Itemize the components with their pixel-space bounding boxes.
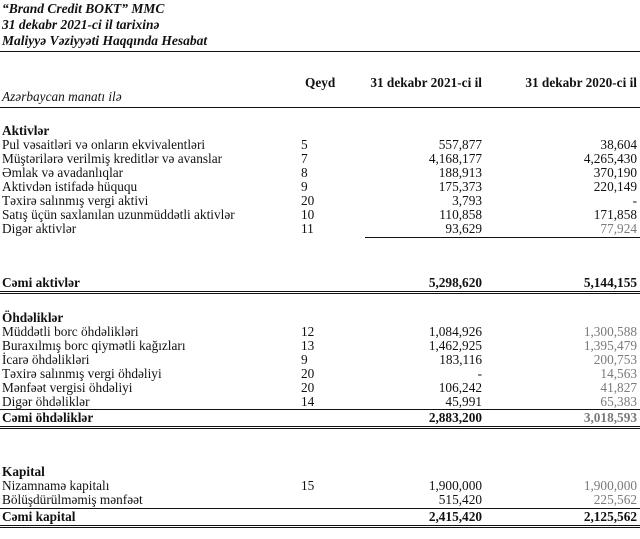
row-note: 20 xyxy=(301,380,315,395)
row-value-2020: 1,300,588 xyxy=(583,324,637,339)
section-heading-capital xyxy=(0,465,640,479)
total-label: Cəmi öhdəliklər xyxy=(2,410,94,425)
row-label: Pul vəsaitləri və onların ekvivalentləri xyxy=(2,137,206,152)
row-value-2020: 14,563 xyxy=(600,366,637,381)
row-value-2021: 188,913 xyxy=(438,165,482,180)
total-value-2021: 2,883,200 xyxy=(428,410,482,425)
total-value-2020: 5,144,155 xyxy=(583,275,637,290)
row-label: Buraxılmış borc qiymətli kağızları xyxy=(2,338,186,353)
section-heading-liabilities xyxy=(0,311,640,325)
row-label: Müştərilərə verilmiş kreditlər və avanslar xyxy=(2,151,223,166)
row-note: 20 xyxy=(301,193,315,208)
table-row xyxy=(0,339,640,353)
column-header-2020: 31 dekabr 2020-ci il xyxy=(525,75,637,90)
row-label: Bölüşdürülməmiş mənfəət xyxy=(2,492,143,507)
currency-note: Azərbaycan manatı ilə xyxy=(2,89,122,104)
table-row xyxy=(0,353,640,367)
report-date: 31 dekabr 2021-ci il tarixinə xyxy=(2,17,160,32)
row-label: Mənfəət vergisi öhdəliyi xyxy=(2,380,133,395)
total-divider-double xyxy=(0,527,640,528)
row-note: 10 xyxy=(301,207,315,222)
liabilities-heading: Öhdəliklər xyxy=(2,310,64,325)
row-note: 11 xyxy=(301,221,314,236)
row-value-2021: 175,373 xyxy=(438,179,482,194)
row-value-2021: 1,462,925 xyxy=(428,338,482,353)
row-value-2021: 106,242 xyxy=(438,380,482,395)
row-label: Satış üçün saxlanılan uzunmüddətli aktivlər xyxy=(2,207,235,222)
total-value-2021: 5,298,620 xyxy=(428,275,482,290)
row-note: 7 xyxy=(301,151,308,166)
row-label: Təxirə salınmış vergi aktivi xyxy=(2,193,149,208)
row-note: 9 xyxy=(301,179,308,194)
row-value-2021: 3,793 xyxy=(452,193,482,208)
row-note: 20 xyxy=(301,366,315,381)
row-note: 13 xyxy=(301,338,315,353)
row-note: 14 xyxy=(301,394,315,409)
table-row xyxy=(0,166,640,180)
row-value-2021: 93,629 xyxy=(445,221,482,236)
row-value-2021: 557,877 xyxy=(438,137,482,152)
total-value-2021: 2,415,420 xyxy=(428,509,482,524)
row-value-2020: 220,149 xyxy=(593,179,637,194)
row-value-2020: 1,900,000 xyxy=(583,478,637,493)
row-value-2021: 110,858 xyxy=(439,207,482,222)
row-label: Nizamnamə kapitalı xyxy=(2,478,110,493)
liabilities-total-row xyxy=(0,411,640,425)
note-column-header: Qeyd xyxy=(305,75,336,90)
column-header-divider xyxy=(0,107,640,108)
row-value-2021: 45,991 xyxy=(445,394,482,409)
row-label: İcarə öhdəlikləri xyxy=(2,352,90,367)
subtotal-divider xyxy=(365,237,640,238)
total-label: Cəmi kapital xyxy=(2,509,76,524)
column-header-2021: 31 dekabr 2021-ci il xyxy=(370,75,482,90)
report-title: Maliyyə Vəziyyəti Haqqında Hesabat xyxy=(2,33,208,48)
capital-heading: Kapital xyxy=(2,464,45,479)
table-row xyxy=(0,367,640,381)
table-row xyxy=(0,479,640,493)
row-label: Digər öhdəliklər xyxy=(2,394,90,409)
subtotal-divider xyxy=(0,508,640,509)
total-divider-double xyxy=(0,428,640,429)
total-divider xyxy=(0,426,640,427)
table-row xyxy=(0,152,640,166)
row-value-2021: 515,420 xyxy=(438,492,482,507)
row-value-2020: 200,753 xyxy=(593,352,637,367)
total-value-2020: 3,018,593 xyxy=(583,410,637,425)
row-value-2020: 38,604 xyxy=(600,137,637,152)
table-row xyxy=(0,222,640,236)
total-value-2020: 2,125,562 xyxy=(583,509,637,524)
currency-note-row xyxy=(0,90,640,104)
subtotal-divider xyxy=(0,409,640,410)
row-value-2021: 4,168,177 xyxy=(428,151,482,166)
row-value-2020: 1,395,479 xyxy=(583,338,637,353)
table-row xyxy=(0,180,640,194)
row-value-2021: - xyxy=(477,366,482,381)
row-label: Əmlak və avadanlıqlar xyxy=(2,165,124,180)
table-row xyxy=(0,395,640,409)
row-value-2021: 1,900,000 xyxy=(428,478,482,493)
total-label: Cəmi aktivlər xyxy=(2,275,80,290)
table-row xyxy=(0,381,640,395)
row-value-2020: 171,858 xyxy=(593,207,637,222)
total-divider xyxy=(0,291,640,292)
assets-heading: Aktivlər xyxy=(2,123,50,138)
header-divider xyxy=(0,51,640,52)
section-heading-assets xyxy=(0,124,640,138)
row-value-2020: 225,562 xyxy=(593,492,637,507)
table-row xyxy=(0,493,640,507)
row-note: 15 xyxy=(301,478,315,493)
table-row xyxy=(0,138,640,152)
row-label: Müddətli borc öhdəlikləri xyxy=(2,324,139,339)
capital-total-row xyxy=(0,510,640,524)
table-row xyxy=(0,208,640,222)
row-value-2020: - xyxy=(632,193,637,208)
assets-total-row xyxy=(0,276,640,290)
row-note: 12 xyxy=(301,324,315,339)
row-label: Təxirə salınmış vergi öhdəliyi xyxy=(2,366,162,381)
table-row xyxy=(0,325,640,339)
row-note: 8 xyxy=(301,165,308,180)
row-value-2020: 370,190 xyxy=(593,165,637,180)
row-value-2020: 4,265,430 xyxy=(583,151,637,166)
total-divider-double xyxy=(0,293,640,294)
row-label: Aktivdən istifadə hüququ xyxy=(2,179,138,194)
row-note: 5 xyxy=(301,137,308,152)
row-value-2021: 1,084,926 xyxy=(428,324,482,339)
table-row xyxy=(0,194,640,208)
total-divider xyxy=(0,525,640,526)
row-note: 9 xyxy=(301,352,308,367)
row-value-2020: 41,827 xyxy=(600,380,637,395)
row-value-2020: 65,383 xyxy=(600,394,637,409)
row-value-2020: 77,924 xyxy=(600,221,637,236)
row-value-2021: 183,116 xyxy=(439,352,482,367)
row-label: Digər aktivlər xyxy=(2,221,77,236)
company-name: “Brand Credit BOKT” MMC xyxy=(2,1,165,16)
